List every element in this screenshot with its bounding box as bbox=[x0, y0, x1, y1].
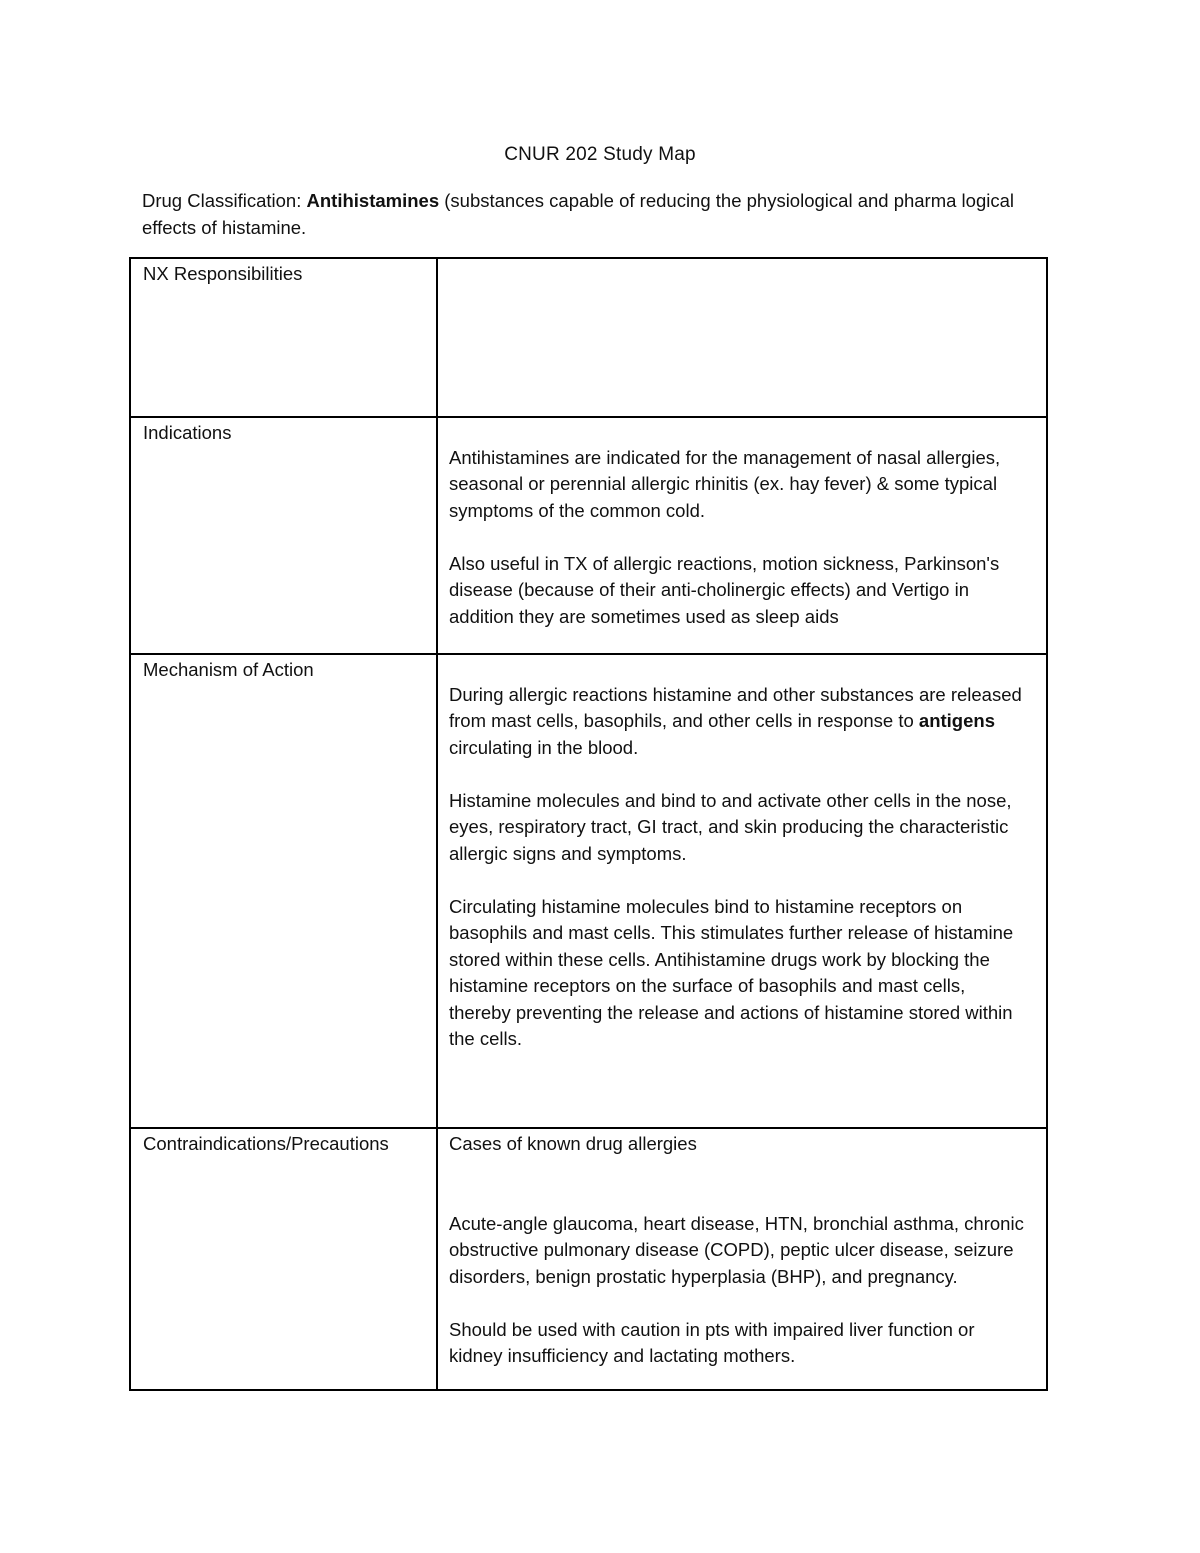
row-label-cell bbox=[130, 654, 437, 1128]
moa-paragraph-1 bbox=[449, 682, 1032, 762]
indications-paragraph-2: Also useful in TX of allergic reactions, motion sickness, Parkinson's disease (because of their anti-cholinergic effects) and Vertigo in addition they are sometimes used as sleep aids bbox=[449, 552, 1000, 627]
study-map-table bbox=[129, 257, 1048, 1391]
moa-paragraph-2: Histamine molecules and bind to and activate other cells in the nose, eyes, respiratory tract, GI tract, and skin producing the characteristic allergic signs and symptoms. bbox=[449, 789, 1012, 864]
row-label: Indications bbox=[143, 422, 232, 443]
cell-content bbox=[438, 418, 1046, 630]
table-row-indications bbox=[130, 417, 1047, 654]
contra-paragraph-2: Acute-angle glaucoma, heart disease, HTN, bronchial asthma, chronic obstructive pulmonary disease (COPD), peptic ulcer disease, seizure disorders, benign prostatic hyperplasia (BHP), and pregnancy. bbox=[449, 1212, 1024, 1287]
classification-description: (substances capable of reducing the physiological and pharma logical effects of histamine. bbox=[142, 190, 1015, 238]
indications-paragraph-1: Antihistamines are indicated for the management of nasal allergies, seasonal or perennial allergic rhinitis (ex. hay fever) & some typical symptoms of the common cold. bbox=[449, 446, 1001, 521]
row-label: NX Responsibilities bbox=[143, 263, 303, 284]
drug-class-name: Antihistamines bbox=[306, 190, 440, 211]
row-content-cell bbox=[437, 258, 1047, 417]
row-label-cell bbox=[130, 1128, 437, 1390]
row-label-cell bbox=[130, 258, 437, 417]
row-label-cell bbox=[130, 417, 437, 654]
moa-text: During allergic reactions histamine and other substances are released from mast cells, basophils, and other cells in response to bbox=[449, 683, 1022, 731]
contra-paragraph-1: Cases of known drug allergies bbox=[449, 1133, 697, 1154]
classification-prefix: Drug Classification: bbox=[142, 190, 307, 211]
row-label: Contraindications/Precautions bbox=[143, 1133, 389, 1154]
moa-bold-term: antigens bbox=[918, 710, 995, 731]
row-content-cell bbox=[437, 1128, 1047, 1390]
row-label: Mechanism of Action bbox=[143, 659, 314, 680]
drug-classification bbox=[142, 187, 1062, 241]
contra-paragraph-3: Should be used with caution in pts with impaired liver function or kidney insufficiency and lactating mothers. bbox=[449, 1318, 975, 1366]
moa-paragraph-3: Circulating histamine molecules bind to histamine receptors on basophils and mast cells. This stimulates further release of histamine stored within these cells. Antihistamine drugs work by blocking the histamine receptors on the surface of basophils and mast cells, thereby preventing the release and actions of histamine stored within the cells. bbox=[449, 895, 1014, 1049]
table-row-contraindications bbox=[130, 1128, 1047, 1390]
moa-text: circulating in the blood. bbox=[449, 736, 639, 758]
row-content-cell bbox=[437, 654, 1047, 1128]
page-title: CNUR 202 Study Map bbox=[504, 144, 696, 165]
row-content-cell bbox=[437, 417, 1047, 654]
cell-content bbox=[438, 655, 1046, 1053]
cell-content bbox=[438, 1129, 1046, 1370]
table-row-mechanism-of-action bbox=[130, 654, 1047, 1128]
table-row-nx-responsibilities bbox=[130, 258, 1047, 417]
